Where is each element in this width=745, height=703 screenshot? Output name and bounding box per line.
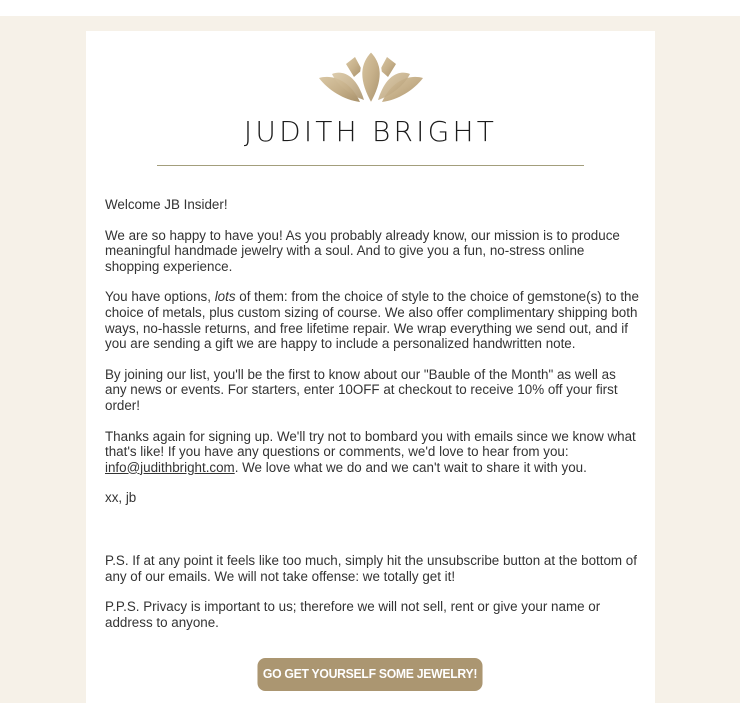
header-divider [157, 165, 584, 166]
email-card [86, 31, 655, 703]
thanks-text-start: Thanks again for signing up. We'll try not to bombard you with emails since we know what that's like! If you have any questions or comments, we'd love to hear from you: [105, 428, 636, 460]
shop-jewelry-button[interactable]: GO GET YOURSELF SOME JEWELRY! [257, 658, 482, 691]
options-text-start: You have options, [105, 289, 215, 305]
greeting: Welcome JB Insider! [105, 197, 228, 212]
options-text-end: of them: from the choice of style to the choice of gemstone(s) to the choice of metals, plus custom sizing of course. We also offer complimentary shipping both ways, no-hassle returns, and free lifetime repair. We wrap everything we send out, and if you are sending a gift we are happy to include a personalized handwritten note. [105, 289, 639, 352]
paragraph-intro: We are so happy to have you! As you probably already know, our mission is to produce meaningful handmade jewelry with a soul. And to give you a fun, no-stress online shopping experience. [105, 227, 620, 274]
contact-email-link[interactable]: info@judithbright.com [105, 459, 235, 475]
paragraph-options [105, 289, 640, 351]
post-postscript: P.P.S. Privacy is important to us; therefore we will not sell, rent or give your name or address to anyone. [105, 599, 601, 630]
options-emphasis: lots [214, 289, 236, 305]
brand-wordmark: JUDITH BRIGHT [243, 115, 498, 148]
paragraph-list-promo: By joining our list, you'll be the first to know about our "Bauble of the Month" as well as any news or events. For starters, enter 10OFF at checkout to receive 10% off your first order! [105, 366, 618, 413]
postscript: P.S. If at any point it feels like too much, simply hit the unsubscribe button at the bottom of any of our emails. We will not take offense: we totally get it! [105, 552, 637, 584]
paragraph-thanks [105, 429, 640, 476]
thanks-text-end: . We love what we do and we can't wait to share it with you. [234, 459, 587, 475]
lotus-icon [318, 50, 424, 105]
email-body [105, 197, 640, 645]
signoff: xx, jb [105, 490, 137, 506]
